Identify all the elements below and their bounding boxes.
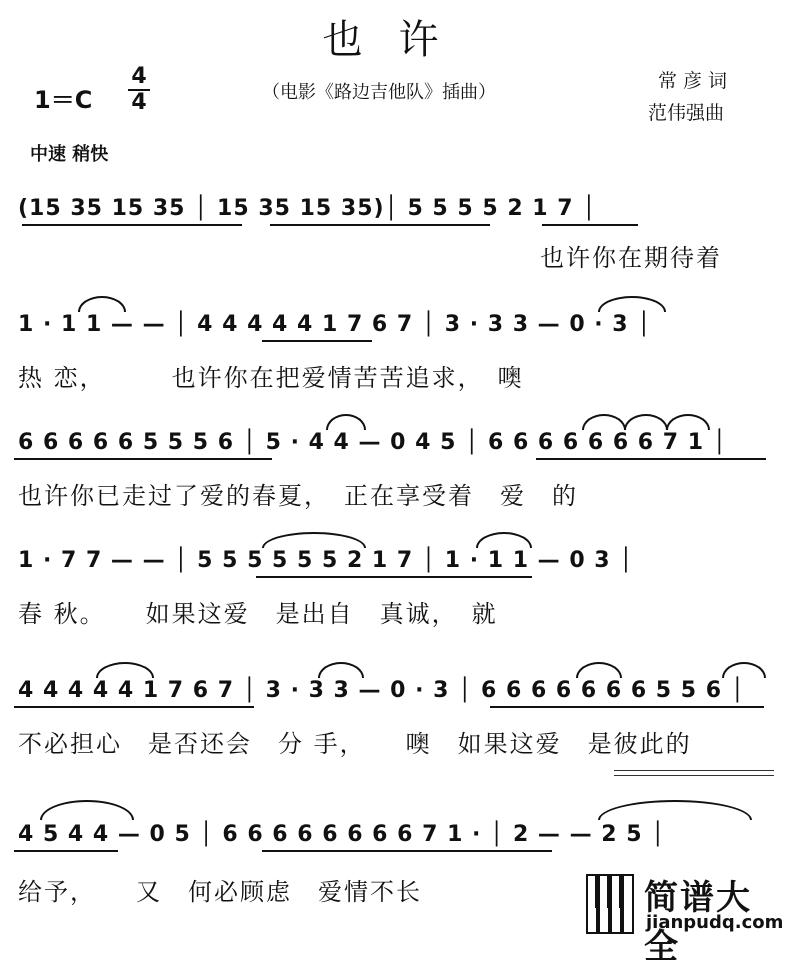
song-subtitle: （电影《路边吉他队》插曲） — [262, 82, 496, 103]
lyric-line-6: 给予， 又 何必顾虑 爱情不长 — [18, 878, 422, 906]
key-signature: 1＝C — [34, 86, 93, 114]
beam — [256, 576, 532, 578]
notation-line-5: 4 4 4 4 4 1 7 6 7 │ 3 · 3 3 — 0 · 3 │ 6 6 6 6 6 6 6 5 5 6 │ — [18, 678, 745, 703]
slur — [598, 800, 752, 820]
piano-black-key — [607, 874, 612, 908]
beam — [536, 458, 766, 460]
time-signature — [128, 66, 150, 114]
piano-black-key — [595, 874, 600, 908]
slur — [326, 414, 366, 430]
time-signature-top: 4 — [131, 64, 147, 89]
beam — [14, 458, 272, 460]
beam — [262, 850, 552, 852]
beam — [14, 850, 118, 852]
slur — [318, 662, 364, 678]
slur — [96, 662, 154, 678]
notation-line-3: 6 6 6 6 6 5 5 5 6 │ 5 · 4 4 — 0 4 5 │ 6 6 6 6 6 6 6 7 1 │ — [18, 430, 727, 455]
lyric-line-4: 春 秋。 如果这爱 是出自 真诚， 就 — [18, 600, 498, 628]
slur — [576, 662, 622, 678]
double-line — [614, 770, 774, 776]
time-signature-bottom: 4 — [131, 90, 147, 115]
beam — [270, 224, 490, 226]
slur — [40, 800, 134, 820]
song-title: 也许 — [322, 17, 475, 63]
watermark-name: 简谱大全 — [644, 878, 752, 967]
slur — [476, 532, 532, 548]
notation-line-4: 1 · 7 7 — — │ 5 5 5 5 5 5 2 1 7 │ 1 · 1 1 — 0 3 │ — [18, 548, 634, 573]
lyric-line-1: 也许你在期待着 — [540, 244, 722, 272]
tempo-marking: 中速 稍快 — [30, 144, 109, 165]
slur — [624, 414, 668, 430]
beam — [14, 706, 254, 708]
beam — [22, 224, 242, 226]
slur — [666, 414, 710, 430]
watermark-url: jianpudq.com — [646, 912, 784, 933]
beam — [262, 340, 372, 342]
notation-line-6: 4 5 4 4 — 0 5 │ 6 6 6 6 6 6 6 6 7 1 · │ 2 — — 2 5 │ — [18, 822, 666, 847]
beam — [490, 706, 764, 708]
lyric-line-5: 不必担心 是否还会 分 手， 噢 如果这爱 是彼此的 — [18, 730, 692, 758]
piano-black-key — [619, 874, 624, 908]
lyric-line-3: 也许你已走过了爱的春夏， 正在享受着 爱 的 — [18, 482, 578, 510]
slur — [722, 662, 766, 678]
slur — [598, 296, 666, 312]
composer-credit: 范伟强曲 — [648, 102, 725, 124]
slur — [582, 414, 626, 430]
slur — [78, 296, 126, 312]
lyric-line-2: 热 恋， 也许你在把爱情苦苦追求， 噢 — [18, 364, 524, 392]
beam — [542, 224, 638, 226]
notation-line-1: (15 35 15 35 │ 15 35 15 35)│ 5 5 5 5 2 1 7 │ — [18, 196, 597, 221]
notation-line-2: 1 · 1 1 — — │ 4 4 4 4 4 1 7 6 7 │ 3 · 3 3 — 0 · 3 │ — [18, 312, 652, 337]
lyricist-credit: 常彦词 — [658, 70, 734, 92]
site-watermark — [586, 868, 786, 967]
slur — [262, 532, 366, 548]
